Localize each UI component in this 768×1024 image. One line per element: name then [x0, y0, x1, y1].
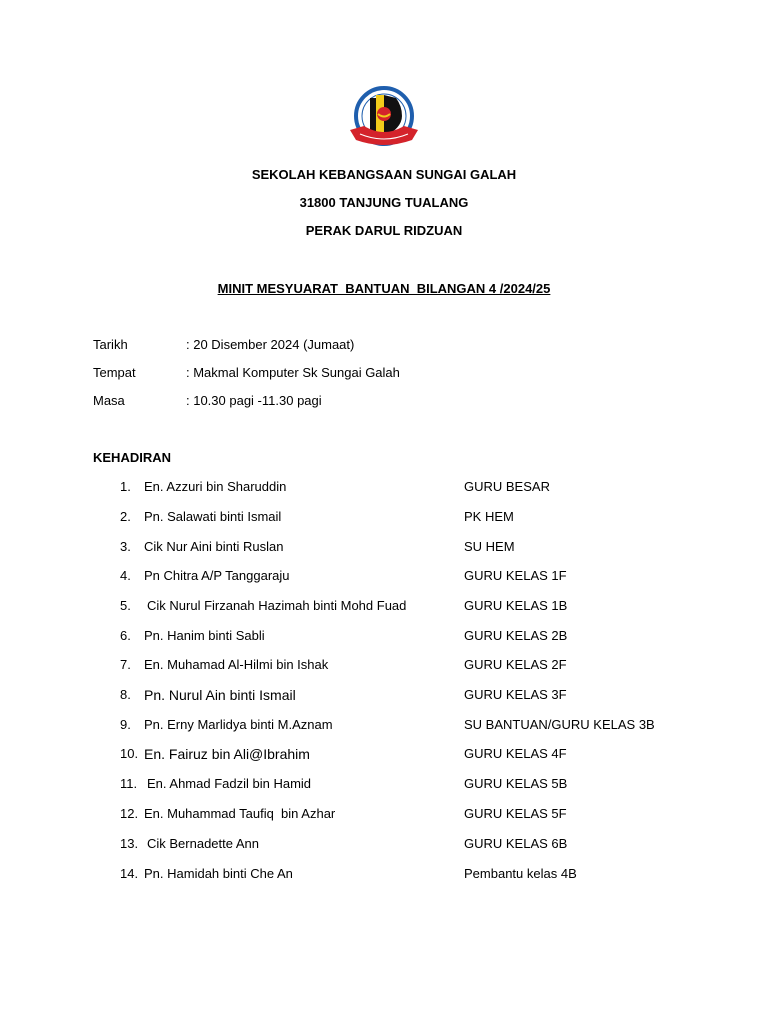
row-number: 9.: [120, 717, 131, 732]
member-name: Pn. Nurul Ain binti Ismail: [144, 687, 296, 703]
school-address: 31800 TANJUNG TUALANG: [299, 195, 469, 210]
row-number: 6.: [120, 628, 131, 643]
attendance-row: [0, 539, 768, 559]
member-name: Pn. Erny Marlidya binti M.Aznam: [144, 717, 333, 732]
attendance-row: [0, 598, 768, 618]
row-number: 14.: [120, 866, 139, 881]
attendance-row: [0, 776, 768, 796]
member-role: GURU KELAS 2B: [464, 628, 568, 643]
info-value-time: : 10.30 pagi -11.30 pagi: [186, 393, 322, 408]
attendance-row: [0, 657, 768, 677]
member-name: Pn. Hamidah binti Che An: [144, 866, 293, 881]
row-number: 1.: [120, 479, 131, 494]
member-role: PK HEM: [464, 509, 514, 524]
school-state: PERAK DARUL RIDZUAN: [305, 223, 463, 238]
member-role: Pembantu kelas 4B: [464, 866, 577, 881]
member-role: GURU KELAS 1B: [464, 598, 568, 613]
attendance-row: [0, 509, 768, 529]
member-role: GURU KELAS 5F: [464, 806, 567, 821]
member-name: Cik Nur Aini binti Ruslan: [144, 539, 284, 554]
member-name: Pn. Salawati binti Ismail: [144, 509, 282, 524]
member-name: Cik Nurul Firzanah Hazimah binti Mohd Fuad: [147, 598, 407, 613]
document-title: MINIT MESYUARAT BANTUAN BILANGAN 4 /2024/25: [217, 281, 551, 296]
row-number: 7.: [120, 657, 131, 672]
member-name: En. Fairuz bin Ali@Ibrahim: [144, 746, 310, 762]
member-name: En. Azzuri bin Sharuddin: [144, 479, 287, 494]
row-number: 8.: [120, 687, 131, 702]
row-number: 12.: [120, 806, 139, 821]
row-number: 3.: [120, 539, 131, 554]
row-number: 5.: [120, 598, 131, 613]
school-name: SEKOLAH KEBANGSAAN SUNGAI GALAH: [251, 167, 517, 182]
attendance-row: [0, 806, 768, 826]
info-value-place: : Makmal Komputer Sk Sungai Galah: [186, 365, 400, 380]
info-label-date: Tarikh: [93, 337, 128, 352]
member-role: GURU KELAS 5B: [464, 776, 568, 791]
school-logo: [346, 86, 422, 154]
attendance-row: [0, 866, 768, 886]
member-role: SU BANTUAN/GURU KELAS 3B: [464, 717, 655, 732]
info-value-date: : 20 Disember 2024 (Jumaat): [186, 337, 355, 352]
info-label-time: Masa: [93, 393, 125, 408]
member-name: Cik Bernadette Ann: [147, 836, 260, 851]
info-label-place: Tempat: [93, 365, 136, 380]
attendance-row: [0, 628, 768, 648]
member-role: GURU BESAR: [464, 479, 550, 494]
attendance-row: [0, 687, 768, 707]
attendance-row: [0, 568, 768, 588]
member-role: GURU KELAS 2F: [464, 657, 567, 672]
row-number: 4.: [120, 568, 131, 583]
row-number: 13.: [120, 836, 139, 851]
member-role: GURU KELAS 4F: [464, 746, 567, 761]
attendance-row: [0, 746, 768, 766]
member-name: En. Ahmad Fadzil bin Hamid: [147, 776, 312, 791]
row-number: 11.: [120, 776, 138, 791]
row-number: 10.: [120, 746, 139, 761]
attendance-row: [0, 479, 768, 499]
member-role: SU HEM: [464, 539, 515, 554]
row-number: 2.: [120, 509, 131, 524]
member-name: En. Muhammad Taufiq bin Azhar: [144, 806, 336, 821]
attendance-heading: KEHADIRAN: [93, 450, 171, 465]
member-name: En. Muhamad Al-Hilmi bin Ishak: [144, 657, 329, 672]
attendance-row: [0, 836, 768, 856]
member-name: Pn. Hanim binti Sabli: [144, 628, 265, 643]
member-role: GURU KELAS 6B: [464, 836, 568, 851]
attendance-row: [0, 717, 768, 737]
member-role: GURU KELAS 1F: [464, 568, 567, 583]
member-name: Pn Chitra A/P Tanggaraju: [144, 568, 290, 583]
member-role: GURU KELAS 3F: [464, 687, 567, 702]
